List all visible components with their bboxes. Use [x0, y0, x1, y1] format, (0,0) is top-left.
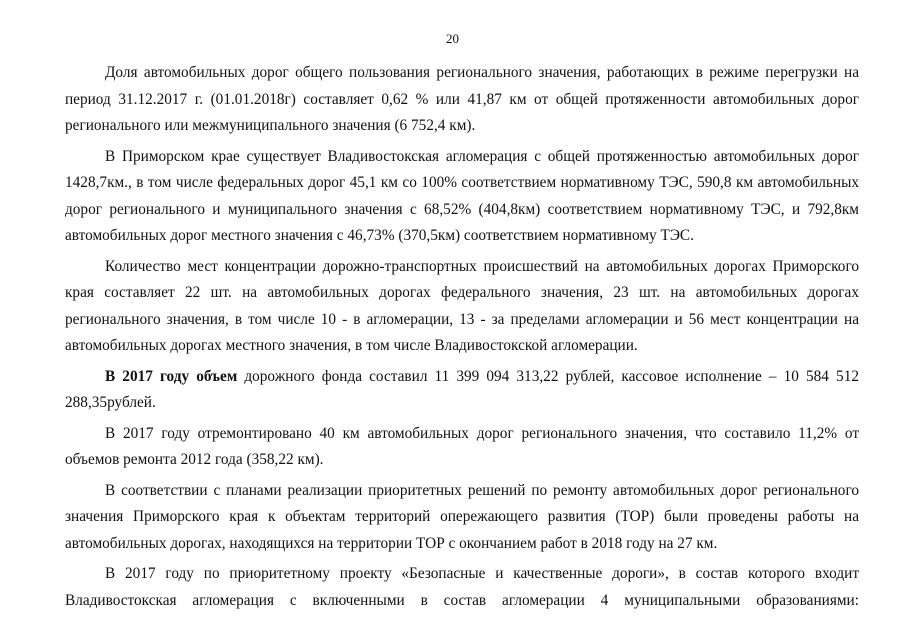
document-body — [65, 60, 859, 614]
paragraph: В соответствии с планами реализации приоритетных решений по ремонту автомобильных дорог регионального значения Приморского края к объектам территорий опережающего развития (ТОР) были проведены работы на автомобильных дорогах, находящихся на территории ТОР с окончанием работ в 2018 году на 27 км. — [65, 481, 859, 552]
paragraph: В Приморском крае существует Владивостокская агломерация с общей протяженностью автомобильных дорог 1428,7км., в том числе федеральных дорог 45,1 км со 100% соответствием нормативному ТЭС, 590,8 км автомобильных дорог регионального и муниципального значения с 68,52% (404,8км) соответствием нормативному ТЭС, и 792,8км автомобильных дорог местного значения с 46,73% (370,5км) соответствием нормативному ТЭС. — [65, 147, 859, 244]
paragraph-text: дорожного фонда составил 11 399 094 313,22 рублей, кассовое исполнение – 10 584 512 288,35рублей. — [65, 367, 859, 411]
paragraph: Количество мест концентрации дорожно-транспортных происшествий на автомобильных дорогах Приморского края составляет 22 шт. на автомобильных дорогах федерального значения, 23 шт. на автомобильных дорогах регионального значения, в том числе 10 - в агломерации, 13 - за пределами агломерации и 56 мест концентрации на автомобильных дорогах местного значения, в том числе Владивостокской агломерации. — [65, 257, 859, 354]
paragraph: Доля автомобильных дорог общего пользования регионального значения, работающих в режиме перегрузки на период 31.12.2017 г. (01.01.2018г) составляет 0,62 % или 41,87 км от общей протяженности автомобильных дорог регионального или межмуниципального значения (6 752,4 км). — [65, 64, 859, 134]
bold-lead-text: В 2017 году объем — [105, 367, 238, 385]
page-number: 20 — [446, 31, 459, 46]
paragraph — [65, 364, 859, 417]
paragraph: В 2017 году по приоритетному проекту «Безопасные и качественные дороги», в состав которого входит Владивостокская агломерация с включенными в состав агломерации 4 муниципальными образованиями: — [65, 565, 859, 609]
paragraph: В 2017 году отремонтировано 40 км автомобильных дорог регионального значения, что составило 11,2% от объемов ремонта 2012 года (358,22 км). — [65, 424, 859, 468]
